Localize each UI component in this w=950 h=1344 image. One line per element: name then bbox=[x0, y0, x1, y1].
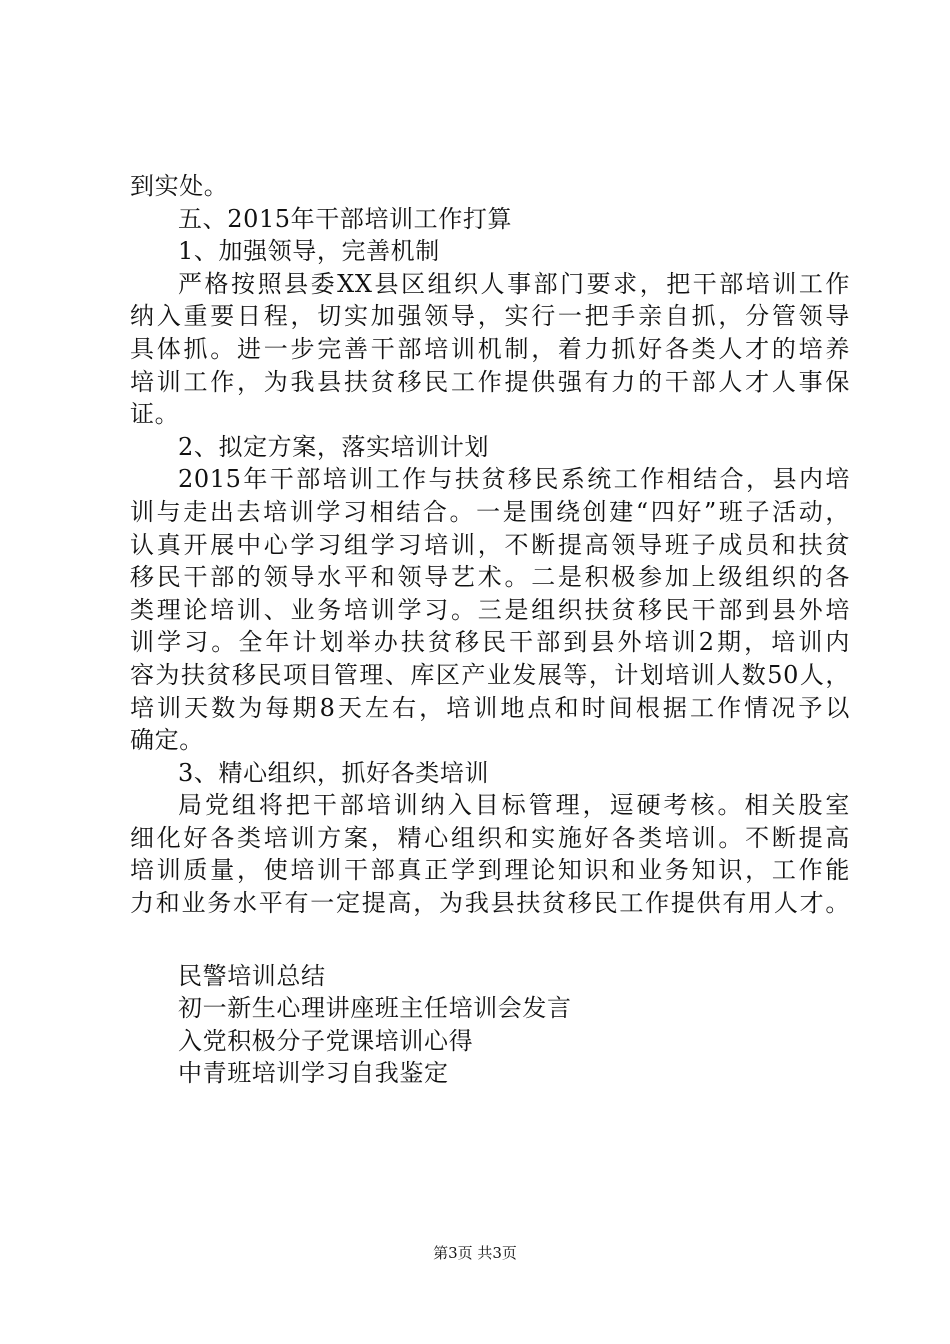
paragraph-line: 细化好各类培训方案，精心组织和实施好各类培训。不断提高 bbox=[130, 823, 850, 852]
paragraph-line: 2015年干部培训工作与扶贫移民系统工作相结合，县内培 bbox=[178, 465, 850, 494]
paragraph-line: 力和业务水平有一定提高，为我县扶贫移民工作提供有用人才。 bbox=[130, 889, 850, 918]
paragraph-line: 培训质量，使培训干部真正学到理论知识和业务知识，工作能 bbox=[130, 856, 850, 885]
related-link[interactable]: 民警培训总结 bbox=[178, 961, 326, 990]
paragraph-line: 到实处。 bbox=[130, 172, 229, 200]
paragraph-line: 确定。 bbox=[130, 726, 204, 755]
related-link[interactable]: 初一新生心理讲座班主任培训会发言 bbox=[178, 994, 572, 1023]
paragraph-line: 严格按照县委XX县区组织人事部门要求，把干部培训工作 bbox=[178, 269, 850, 298]
paragraph-line: 纳入重要日程，切实加强领导，实行一把手亲自抓，分管领导 bbox=[130, 302, 850, 331]
document-body bbox=[130, 170, 850, 1090]
paragraph-line: 证。 bbox=[130, 400, 180, 429]
page-number: 第3页 共3页 bbox=[433, 1244, 517, 1262]
section-heading: 五、2015年干部培训工作打算 bbox=[178, 204, 513, 233]
paragraph-line: 培训工作，为我县扶贫移民工作提供强有力的干部人才人事保 bbox=[130, 367, 850, 396]
paragraph-line: 训与走出去培训学习相结合。一是围绕创建“四好”班子活动， bbox=[130, 497, 850, 526]
related-link[interactable]: 中青班培训学习自我鉴定 bbox=[178, 1059, 449, 1088]
paragraph-line: 移民干部的领导水平和领导艺术。二是积极参加上级组织的各 bbox=[130, 563, 850, 592]
paragraph-line: 具体抓。进一步完善干部培训机制，着力抓好各类人才的培养 bbox=[130, 334, 850, 363]
subsection-heading: 1、加强领导，完善机制 bbox=[178, 237, 440, 266]
related-link[interactable]: 入党积极分子党课培训心得 bbox=[178, 1026, 474, 1055]
paragraph-line: 类理论培训、业务培训学习。三是组织扶贫移民干部到县外培 bbox=[130, 595, 850, 624]
paragraph-line: 训学习。全年计划举办扶贫移民干部到县外培训2期，培训内 bbox=[130, 628, 850, 657]
paragraph-line: 局党组将把干部培训纳入目标管理，逗硬考核。相关股室 bbox=[178, 791, 850, 820]
paragraph-line: 培训天数为每期8天左右，培训地点和时间根据工作情况予以 bbox=[130, 693, 850, 722]
paragraph-line: 认真开展中心学习组学习培训，不断提高领导班子成员和扶贫 bbox=[130, 530, 850, 559]
subsection-heading: 3、精心组织，抓好各类培训 bbox=[178, 758, 490, 787]
paragraph-line: 容为扶贫移民项目管理、库区产业发展等，计划培训人数50人， bbox=[130, 660, 850, 689]
subsection-heading: 2、拟定方案，落实培训计划 bbox=[178, 432, 490, 461]
section-spacer bbox=[130, 920, 850, 960]
